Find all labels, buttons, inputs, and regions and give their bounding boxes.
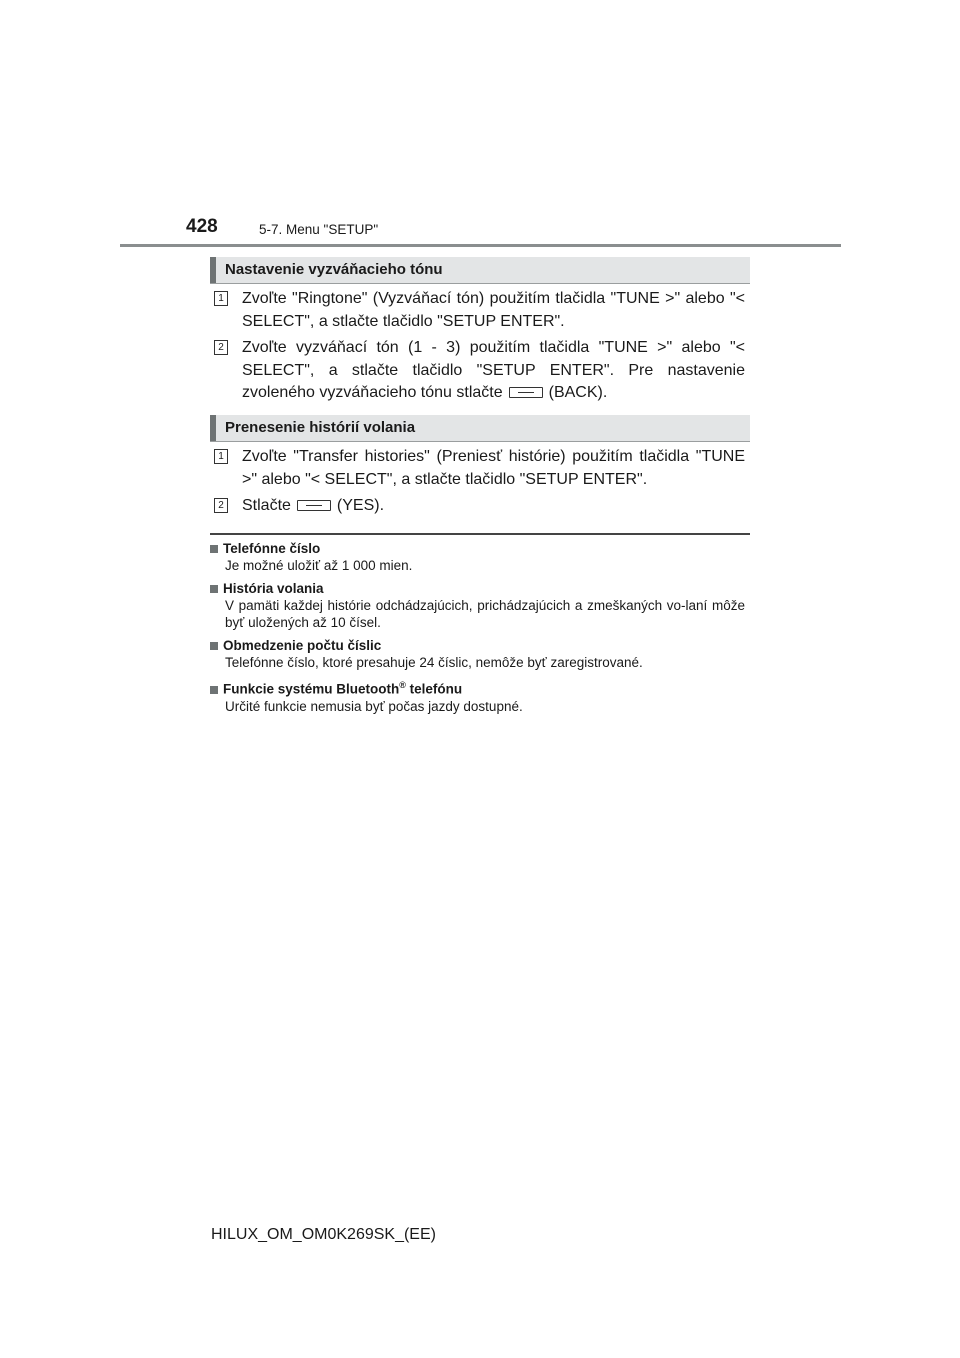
step-text [242,337,745,405]
footer-doc-code: HILUX_OM_OM0K269SK_(EE) [211,1226,436,1243]
step-text-before: Stlačte [242,497,291,514]
back-button-icon [509,387,543,398]
note-body: Telefónne číslo, ktoré presahuje 24 číslic, nemôže byť zaregistrované. [225,655,643,670]
step-text [242,495,745,518]
page-number: 428 [186,216,218,237]
step-number-badge: 1 [214,291,228,306]
header-rule [120,244,841,247]
note-item [210,637,745,671]
step-1-ringtone [214,288,745,333]
note-body: Je možné uložiť až 1 000 mien. [225,558,413,573]
note-item [210,540,745,574]
note-title: Obmedzenie počtu číslic [210,637,745,654]
step-number-badge: 2 [214,498,228,513]
square-bullet-icon [210,585,218,593]
step-text-after: (BACK). [548,384,608,401]
step-number-badge: 2 [214,340,228,355]
step-2-history [214,495,745,518]
registered-mark: ® [399,680,406,690]
step-text-before: Zvoľte vyzváňací tón (1 - 3) použitím tlačidla "TUNE >" alebo "< SELECT", a stlačte tlačidlo "SETUP ENTER". Pre nastavenie zvoleného vyzváňacieho tónu stlačte [242,339,745,401]
step-2-ringtone [214,337,745,405]
note-title: Funkcie systému Bluetooth® telefónu [210,677,745,698]
notes-separator [210,533,750,535]
note-body: V pamäti každej histórie odchádzajúcich, prichádzajúcich a zmeškaných vo-laní môže byť uložených až 10 čísel. [225,598,745,630]
note-item [210,580,745,631]
step-text: Zvoľte "Ringtone" (Vyzváňací tón) použitím tlačidla "TUNE >" alebo "< SELECT", a stlačte tlačidlo "SETUP ENTER". [242,290,745,330]
step-number-badge: 1 [214,449,228,464]
note-title: Telefónne číslo [210,540,745,557]
section-header-ringtone [210,257,750,283]
step-text-after: (YES). [336,497,385,514]
note-title: História volania [210,580,745,597]
step-1-history [214,446,745,491]
section-header-history [210,415,750,441]
square-bullet-icon [210,642,218,650]
section-title: Prenesenie histórií volania [225,419,416,436]
notes-list [210,540,745,721]
yes-button-icon [297,500,331,511]
step-text: Zvoľte "Transfer histories" (Preniesť histórie) použitím tlačidla "TUNE >" alebo "< SELECT", a stlačte tlačidlo "SETUP ENTER". [242,448,745,488]
note-item [210,677,745,715]
square-bullet-icon [210,545,218,553]
chapter-title: 5-7. Menu "SETUP" [259,222,379,237]
square-bullet-icon [210,686,218,694]
section-title: Nastavenie vyzváňacieho tónu [225,261,443,278]
note-body: Určité funkcie nemusia byť počas jazdy dostupné. [225,698,523,714]
